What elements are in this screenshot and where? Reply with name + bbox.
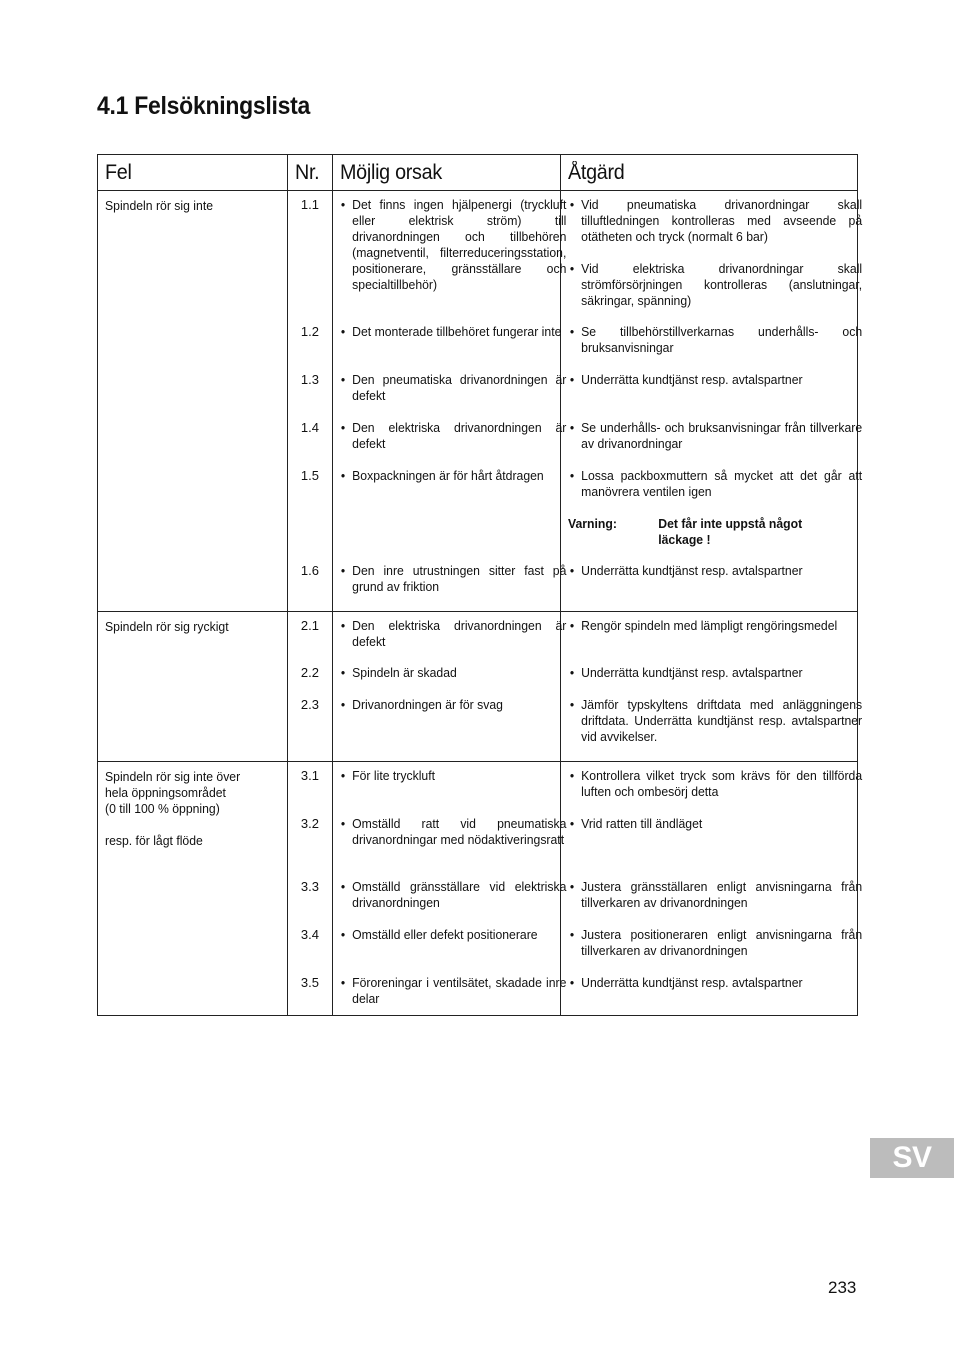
cause-text: • Den pneumatiska drivanordningen är defekt: [339, 372, 566, 404]
table-body: [98, 191, 863, 1016]
action-text: • Justera gränsställaren enligt anvisningarna från tillverkaren av drivanordningen: [568, 879, 862, 911]
item-number: 1.1: [300, 197, 319, 212]
cause-text: • För lite tryckluft: [339, 768, 566, 784]
action-text: • Se underhålls- och bruksanvisningar från tillverkare av drivanordningar: [568, 420, 862, 452]
page-number: 233: [828, 1278, 857, 1297]
action-text: • Jämför typskyltens driftdata med anläggningens driftdata. Underrätta kundtjänst resp. avtalspartner vid avvikelser.: [568, 697, 862, 745]
action-text: • Underrätta kundtjänst resp. avtalspartner: [568, 563, 862, 579]
fault-text: (0 till 100 % öppning): [105, 801, 220, 816]
fault-cell: [98, 762, 288, 1016]
action-text: • Se tillbehörstillverkarnas underhålls- och bruksanvisningar: [568, 324, 862, 356]
nr-cell: [288, 191, 333, 612]
table-row: [98, 191, 858, 612]
action-text: • Vrid ratten till ändläget: [568, 816, 862, 832]
action-text: • Underrätta kundtjänst resp. avtalspartner: [568, 665, 862, 681]
fault-text: [105, 817, 270, 833]
cause-text: • Spindeln är skadad: [339, 665, 566, 681]
warning-text: Det får inte uppstå något läckage !: [658, 516, 803, 547]
item-number: 2.1: [300, 618, 319, 633]
item-number: 1.5: [300, 468, 319, 483]
cause-text: • Omställd gränsställare vid elektriska drivanordningen: [339, 879, 566, 911]
item-number: 3.3: [300, 879, 319, 894]
item-number: 3.4: [300, 927, 319, 942]
cause-text: • Boxpackningen är för hårt åtdragen: [339, 468, 566, 484]
cause-text: • Det monterade tillbehöret fungerar inte: [339, 324, 566, 340]
fault-text: Spindeln rör sig inte: [105, 198, 214, 213]
action-text: • Justera positioneraren enligt anvisningarna från tillverkaren av drivanordningen: [568, 927, 862, 959]
action-text: • Underrätta kundtjänst resp. avtalspartner: [568, 975, 862, 991]
item-number: 1.2: [300, 324, 319, 339]
header-cause: Möjlig orsak: [333, 155, 561, 191]
cause-text: • Föroreningar i ventilsätet, skadade inre delar: [339, 975, 566, 1007]
action-text: • Rengör spindeln med lämpligt rengöringsmedel: [568, 618, 862, 634]
cause-text: • Den inre utrustningen sitter fast på grund av friktion: [339, 563, 566, 595]
fault-text: Spindeln rör sig inte över: [105, 769, 241, 784]
action-text: • Lossa packboxmuttern så mycket att det går att manövrera ventilen igen: [568, 468, 862, 500]
item-number: 1.3: [300, 372, 319, 387]
header-action: Åtgärd: [561, 155, 858, 191]
page-title: 4.1 Felsökningslista: [97, 92, 311, 120]
table-header-row: [98, 155, 858, 191]
cause-text: • Den elektriska drivanordningen är defekt: [339, 618, 566, 650]
item-number: 2.3: [300, 697, 319, 712]
fault-text: Spindeln rör sig ryckigt: [105, 619, 229, 634]
cause-text: • Omställd ratt vid pneumatiska drivanordningar med nödaktiveringsratt: [339, 816, 566, 848]
cause-text: • Den elektriska drivanordningen är defekt: [339, 420, 566, 452]
action-text: • Kontrollera vilket tryck som krävs för den tillförda luften och ombesörj detta: [568, 768, 862, 800]
cause-text: • Det finns ingen hjälpenergi (tryckluft eller elektrisk ström) till drivanordningen och tillbehören (magnetventil, filterreduceringsstation, positionerare, gränsställare och specialtillbehör): [339, 197, 566, 293]
action-text: • Underrätta kundtjänst resp. avtalspartner: [568, 372, 862, 388]
item-number: 3.5: [300, 975, 319, 990]
fault-text: resp. för lågt flöde: [105, 833, 203, 848]
table-row: [98, 762, 858, 1016]
cause-cell: [333, 762, 567, 1016]
warning-note: [568, 516, 849, 548]
cause-text: • Drivanordningen är för svag: [339, 697, 566, 713]
fault-cell: [98, 191, 288, 612]
action-text: • Vid pneumatiska drivanordningar skall tilluftledningen kontrolleras med avseende på otätheten och tryck (normalt 6 bar): [568, 197, 862, 245]
header-fault: Fel: [98, 155, 288, 191]
action-cell: [561, 191, 863, 612]
nr-cell: [288, 612, 333, 762]
header-nr: Nr.: [288, 155, 333, 191]
item-number: 3.2: [300, 816, 319, 831]
nr-cell: [288, 762, 333, 1016]
item-number: 3.1: [300, 768, 319, 783]
action-text: • Vid elektriska drivanordningar skall strömförsörjningen kontrolleras (anslutningar, säkringar, spänning): [568, 261, 862, 309]
action-cell: [561, 612, 863, 762]
troubleshooting-table: [97, 154, 863, 1016]
item-number: 1.6: [300, 563, 319, 578]
cause-text: • Omställd eller defekt positionerare: [339, 927, 566, 943]
warning-label: Varning:: [568, 516, 617, 531]
language-tab: SV: [870, 1138, 954, 1178]
cause-cell: [333, 612, 567, 762]
item-number: 2.2: [300, 665, 319, 680]
action-cell: [561, 762, 863, 1016]
item-number: 1.4: [300, 420, 319, 435]
fault-cell: [98, 612, 288, 762]
table-row: [98, 612, 858, 762]
fault-text: hela öppningsområdet: [105, 785, 226, 800]
cause-cell: [333, 191, 567, 612]
